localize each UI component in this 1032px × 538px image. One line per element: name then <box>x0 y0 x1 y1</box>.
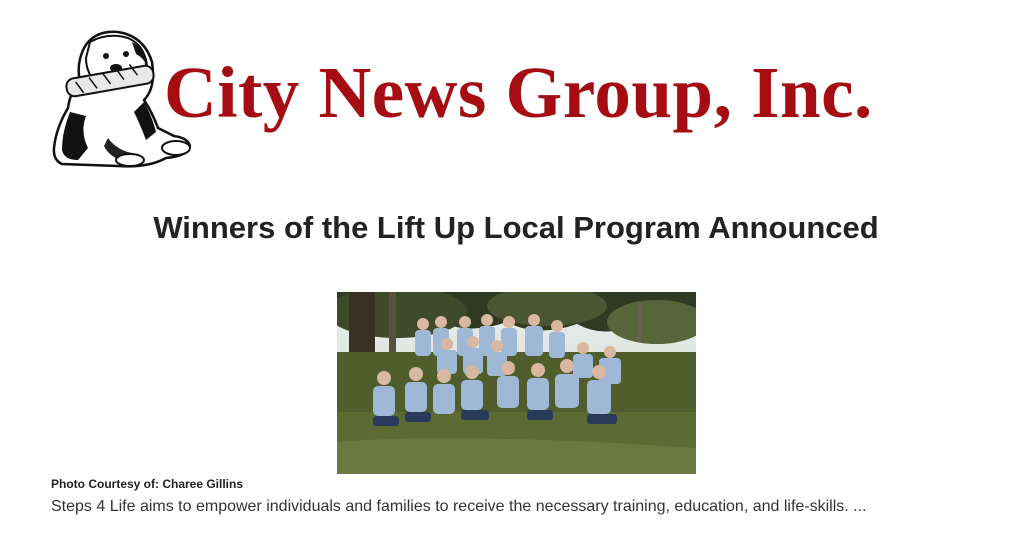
article-title[interactable]: Winners of the Lift Up Local Program Announced <box>153 210 879 245</box>
masthead <box>48 28 978 178</box>
brand-name[interactable]: City News Group, Inc. <box>164 52 873 133</box>
photo-caption: Photo Courtesy of: Charee Gillins <box>51 477 244 491</box>
article-photo[interactable] <box>337 292 696 474</box>
article-summary: Steps 4 Life aims to empower individuals and families to receive the necessary training, education, and life-skills. ... <box>51 498 867 515</box>
